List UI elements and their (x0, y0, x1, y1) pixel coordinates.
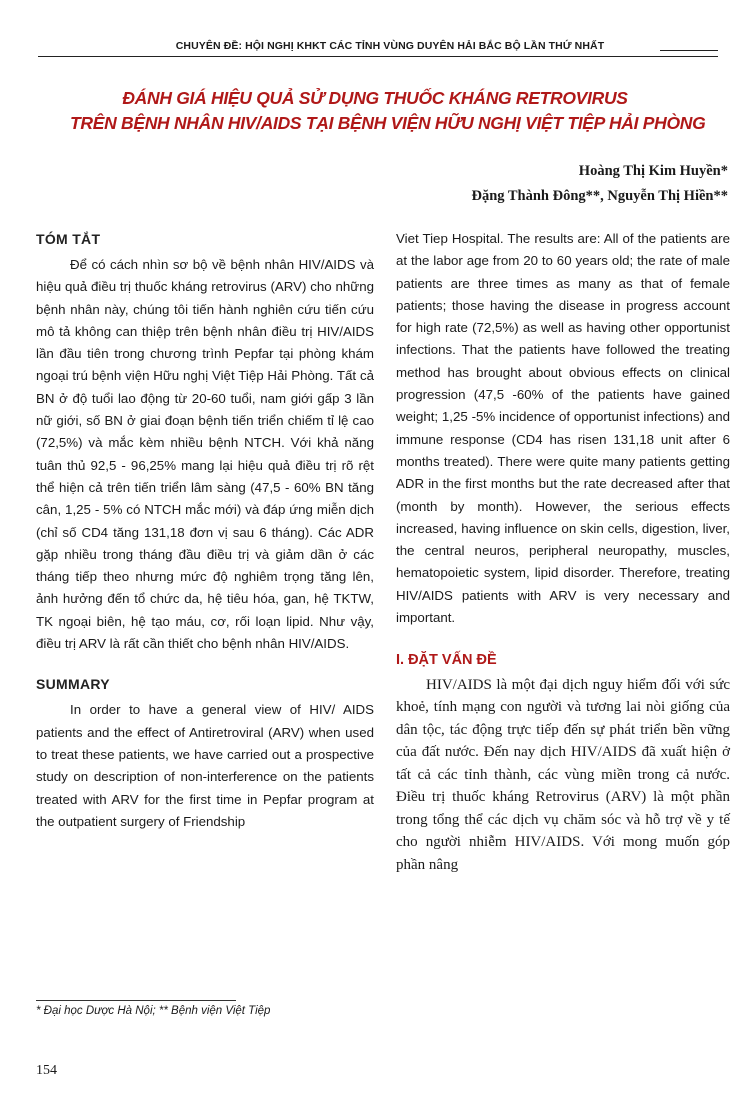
page-number: 154 (36, 1063, 57, 1078)
section-1-heading: I. ĐẶT VẤN ĐỀ (396, 652, 497, 669)
summary-text-left: In order to have a general view of HIV/ AIDS patients and the effect of Antiretroviral (ARV) when used to treat these patients, we have carried out a prospective study on description of non-interference on the patients treated with ARV for the first time in Pepfar program at the outpatient surgery of Friendship (36, 702, 374, 829)
footnote-rule (36, 1000, 236, 1001)
running-head: CHUYÊN ĐỀ: HỘI NGHỊ KHKT CÁC TỈNH VÙNG DUYÊN HẢI BẮC BỘ LẦN THỨ NHẤT (175, 40, 605, 52)
section-1-text: HIV/AIDS là một đại dịch nguy hiểm đối với sức khoẻ, tính mạng con người và tương lai nòi giống của dân tộc, tác động trực tiếp đến sự phát triển bền vững của đất nước. Đến nay dịch HIV/AIDS đã xuất hiện ở tất cả các tỉnh thành, các vùng miền trong cả nước. Điều trị thuốc kháng Retrovirus (ARV) là một phần trong tổng thể các dịch vụ chăm sóc và hỗ trợ về y tế cho người nhiễm HIV/AIDS. Với mong muốn góp phần nâng (396, 676, 730, 873)
header-rule-accent (660, 50, 718, 51)
abstract-vi-text: Để có cách nhìn sơ bộ về bệnh nhân HIV/AIDS và hiệu quả điều trị thuốc kháng retrovirus (ARV) cho những bệnh nhân này, chúng tôi tiến hành nghiên cứu tiến cứu mô tả không can thiệp trên bệnh nhân điều trị HIV/AIDS lần đầu tiên trong chương trình Pepfar tại phòng khám ngoại trú bệnh viện Hữu nghị Việt Tiệp Hải Phòng. Tất cả BN ở độ tuổi lao động từ 20-60 tuổi, nam giới gấp 3 lần nữ giới, số BN ở giai đoạn bệnh tiến triển chiếm tỉ lệ cao (72,5%) và mắc kèm nhiều bệnh NTCH. Với khả năng tuân thủ 92,5 - 96,25% mang lại hiệu quả điều trị rõ rệt thể hiện cả trên tiến triển lâm sàng (47,5 - 60% BN tăng cân, 1,25 - 5% có NTCH mắc mới) và đáp ứng miễn dịch (chỉ số CD4 tăng 131,18 đơn vị sau 6 tháng). Các ADR gặp nhiều trong tháng đầu điều trị và giảm dần ở các tháng tiếp theo nhưng mức độ nghiêm trọng tăng lên, ảnh hưởng đến tổ chức da, hệ tiêu hóa, gan, hệ TKTW, TK ngoại biên, hệ tạo máu, cơ, rối loạn lipid. Như vậy, điều trị ARV là rất cần thiết cho bệnh nhân HIV/AIDS. (36, 257, 374, 652)
left-column (36, 228, 374, 833)
abstract-vi-heading: TÓM TẮT (36, 231, 101, 247)
article-title-line-2: TRÊN BỆNH NHÂN HIV/AIDS TẠI BỆNH VIỆN HỮU NGHỊ VIỆT TIỆP HẢI PHÒNG (70, 113, 706, 133)
author-line-1: Hoàng Thị Kim Huyền* (578, 163, 728, 179)
summary-text-right: Viet Tiep Hospital. The results are: All of the patients are at the labor age from 20 to 60 years old; the rate of male patients are three times as many as that of female patients; those having the disease in progress account for high rate (72,5%) as well as having other opportunist infections. That the patients have followed the treating method has brought about obvious effects on clinical progression (47,5 -60% of the patients have gained weight; 1,25 -5% incidence of opportunist infections) and immune response (CD4 has risen 131,18 unit after 6 months treated). There were quite many patients getting ADR in the first months but the rate decreased after that (month by month). However, the serious effects increased, having influence on skin cells, digestion, liver, the central neuros, peripheral neuropathy, muscles, hematopoietic system, lipid disorder. Therefore, treating HIV/AIDS patients with ARV is very necessary and important. (396, 231, 730, 626)
right-column (396, 228, 730, 876)
summary-heading: SUMMARY (36, 676, 110, 693)
article-title-line-1: ĐÁNH GIÁ HIỆU QUẢ SỬ DỤNG THUỐC KHÁNG RETROVIRUS (122, 88, 628, 108)
footnote: * Đại học Dược Hà Nội; ** Bệnh viện Việt Tiệp (36, 1005, 271, 1017)
author-line-2: Đặng Thành Đông**, Nguyễn Thị Hiền** (471, 188, 728, 204)
header-rule (38, 56, 718, 57)
